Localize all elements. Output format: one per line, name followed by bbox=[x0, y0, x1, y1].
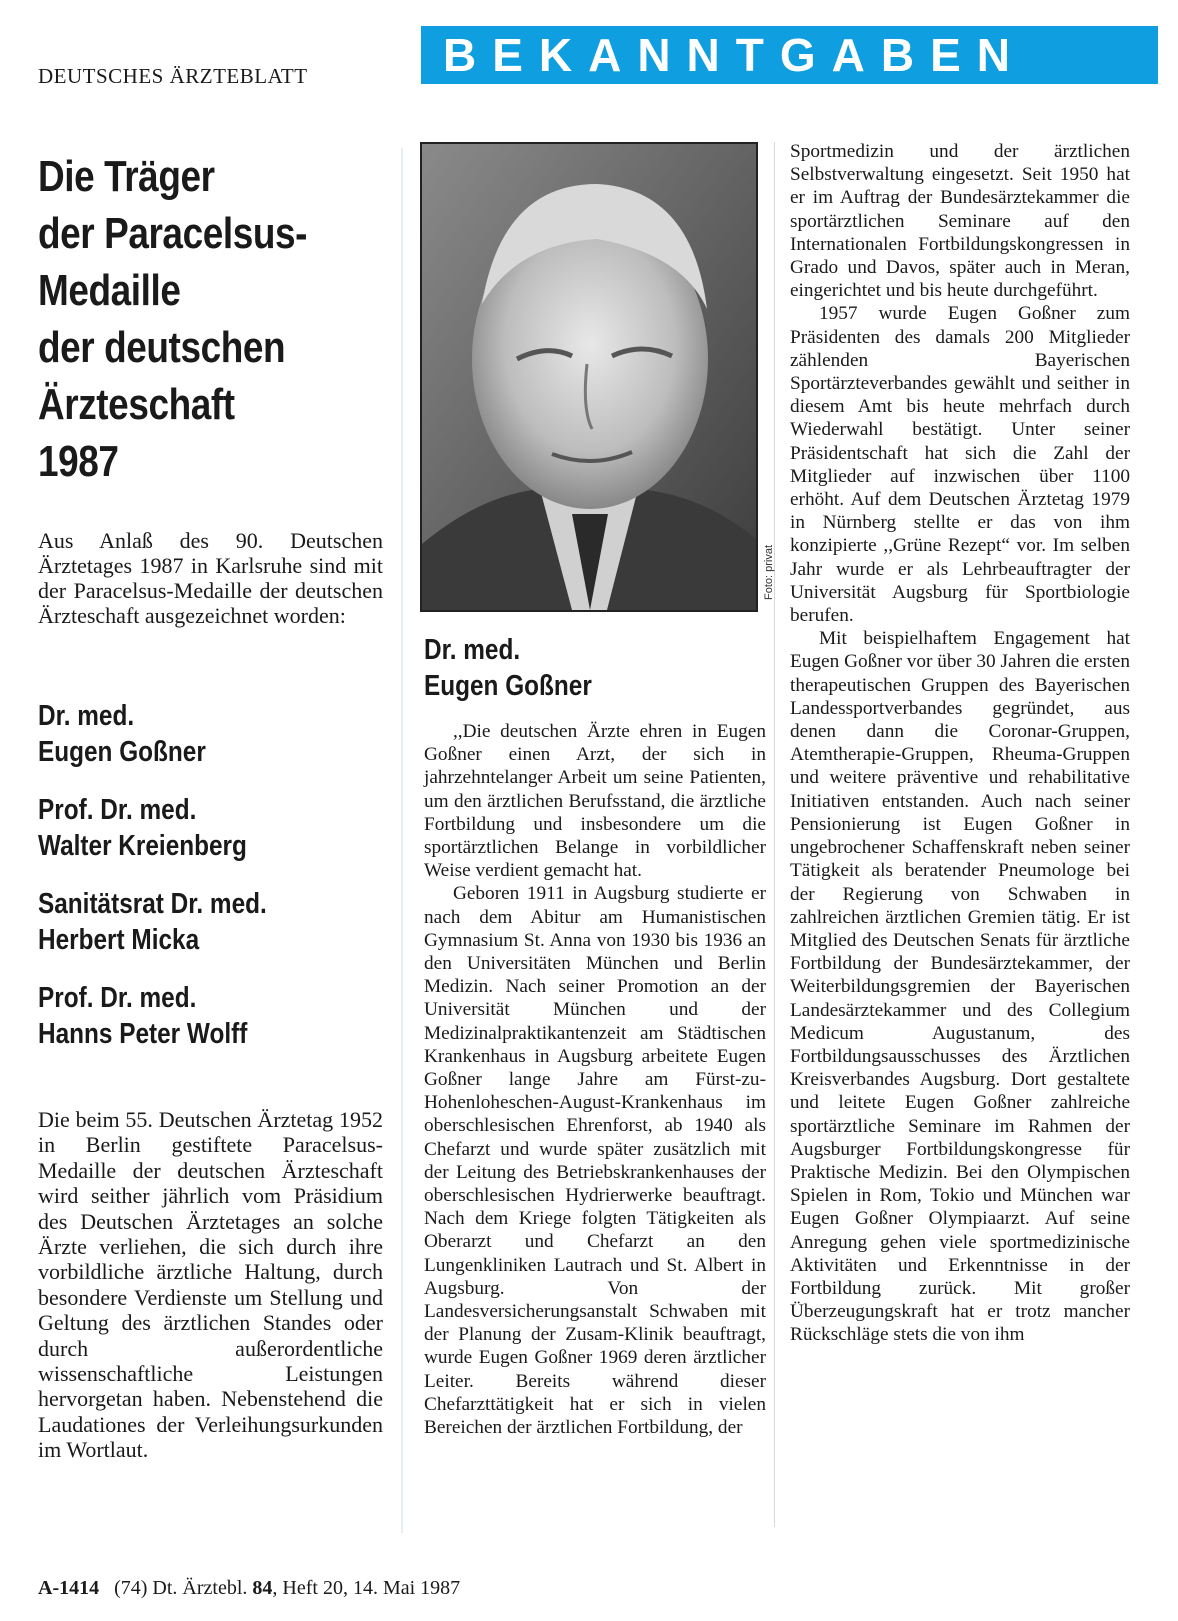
intro-paragraph: Aus Anlaß des 90. Deutschen Ärztetages 1987 in Karlsruhe sind mit der Paracelsus-Medaille der deutschen Ärzteschaft ausgezeichnet worden: bbox=[38, 528, 383, 628]
awardee-name bbox=[38, 792, 340, 864]
caption-name: Eugen Goßner bbox=[424, 670, 592, 702]
awardee-name bbox=[38, 980, 340, 1052]
awardee-fullname: Walter Kreienberg bbox=[38, 830, 247, 862]
awardee-name bbox=[38, 886, 340, 958]
portrait-illustration bbox=[422, 144, 756, 610]
column-divider bbox=[401, 148, 403, 1533]
photo-credit: Foto: privat bbox=[763, 544, 775, 600]
column-divider bbox=[774, 142, 775, 1527]
awardee-title: Sanitätsrat Dr. med. bbox=[38, 888, 267, 920]
awardee-fullname: Hanns Peter Wolff bbox=[38, 1018, 248, 1050]
caption-title: Dr. med. bbox=[424, 634, 521, 666]
page-number: A-1414 bbox=[38, 1577, 100, 1599]
laudatio-paragraph: Mit beispielhaftem Engagement hat Eugen Goßner vor über 30 Jahren die ersten therapeutischen Gruppen des Bayerischen Landessportverbandes gegründet, aus denen dann die Coronar-Gruppen, Atemtherapie-Gruppen, Rheuma-Gruppen und weitere präventive und rehabilitative Initiativen entstanden. Auch nach seiner Pensionierung ist Eugen Goßner in ungebrochener Schaffenskraft neben seiner Tätigkeit als beratender Pneumologe bei der Regierung von Schwaben in zahlreichen ärztlichen Gremien tätig. Er ist Mitglied des Deutschen Senats für ärztliche Fortbildung der Bundesärztekammer, der Weiterbildungsgremien der Bayerischen Landesärztekammer und des Collegium Medicum Augustanum, des Fortbildungsausschusses des Ärztlichen Kreisverbandes Augsburg. Dort gestaltete und leitete Eugen Goßner zahlreiche sportärztliche Seminare im Rahmen der Augsburger Fortbildungskongresse für Praktische Medizin. Bei den Olympischen Spielen in Rom, Tokio und München war Eugen Goßner Olympiaarzt. Auf seine Anregung gehen viele sportmedizinische Aktivitäten und Erkenntnisse in der Fortbildung zurück. Mit großer Überzeugungskraft hat er trotz mancher Rückschläge stets die von ihm bbox=[790, 628, 1130, 1346]
volume-number: 84 bbox=[252, 1577, 273, 1599]
laudatio-paragraph: Geboren 1911 in Augsburg studierte er nach dem Abitur am Humanistischen Gymnasium St. Anna von 1930 bis 1936 an den Universitäten München und Berlin Medizin. Nach seiner Promotion an der Universität München und der Medizinalpraktikantenzeit am Städtischen Krankenhaus in Augsburg arbeitete Eugen Goßner lange Jahre am Fürst-zu-Hohenloheschen-August-Krankenhaus im oberschlesischen Ehrenforst, ab 1940 als Chefarzt und wurde später zusätzlich mit der Leitung des Betriebskrankenhauses der oberschlesischen Hydrierwerke beauftragt. Nach dem Kriege folgten Tätigkeiten als Oberarzt und Chefarzt an den Lungenkliniken Lautrach und St. Albert in Augsburg. Von der Landesversicherungsanstalt Schwaben mit der Planung der Zusam-Klinik beauftragt, wurde Eugen Goßner 1969 deren ärztlicher Leiter. Bereits während dieser Chefarzttätigkeit hat er sich in vielen Bereichen der ärztlichen Fortbildung, der bbox=[424, 883, 766, 1439]
awardee-fullname: Herbert Micka bbox=[38, 924, 200, 956]
article-title bbox=[38, 148, 332, 490]
awardee-title: Prof. Dr. med. bbox=[38, 794, 197, 826]
awardee-list bbox=[38, 698, 398, 1074]
awardee-title: Dr. med. bbox=[38, 700, 135, 732]
title-line: 1987 bbox=[38, 437, 119, 486]
citation-suffix: , Heft 20, 14. Mai 1987 bbox=[272, 1577, 461, 1599]
awardee-fullname: Eugen Goßner bbox=[38, 736, 206, 768]
laudatio-paragraph: 1957 wurde Eugen Goßner zum Präsidenten des damals 200 Mitglieder zählenden Bayerischen Sportärzteverbandes gewählt und seither in diesem Amt bis heute mehrfach durch Wiederwahl bestätigt. Unter seiner Präsidentschaft hat sich die Zahl der Mitglieder auf inzwischen über 1100 erhöht. Auf dem Deutschen Ärztetag 1979 in Nürnberg stellte er das von ihm konzipierte ,,Grüne Rezept“ vor. Im selben Jahr wurde er als Lehrbeauftragter der Universität Augsburg für Sportbiologie berufen. bbox=[790, 303, 1130, 627]
laudatio-paragraph: Sportmedizin und der ärztlichen Selbstverwaltung eingesetzt. Seit 1950 hat er im Auftrag der Bundesärztekammer die sportärztlichen Seminare auf den Internationalen Fortbildungskongressen in Grado und Davos, später auch in Meran, eingerichtet und bis heute durchgeführt. bbox=[790, 141, 1130, 302]
page-footer bbox=[38, 1577, 460, 1600]
title-line: Ärzteschaft bbox=[38, 380, 235, 429]
laudatio-column-3 bbox=[790, 140, 1130, 1347]
medal-description: Die beim 55. Deutschen Ärztetag 1952 in Berlin gestiftete Paracelsus-Medaille der deutschen Ärzteschaft wird seither jährlich vom Präsidium des Deutschen Ärztetages an solche Ärzte verliehen, die sich durch ihre vorbildliche ärztliche Haltung, durch besondere Verdienste um Stellung und Geltung des ärztlichen Standes oder durch außerordentliche wissenschaftliche Leistungen hervorgetan haben. Nebenstehend die Laudationes der Verleihungsurkunden im Wortlaut. bbox=[38, 1107, 383, 1463]
title-line: der deutschen bbox=[38, 323, 286, 372]
title-line: Die Träger bbox=[38, 152, 215, 201]
title-line: Medaille bbox=[38, 266, 181, 315]
publication-name: DEUTSCHES ÄRZTEBLATT bbox=[38, 64, 308, 88]
citation-prefix: (74) Dt. Ärztebl. bbox=[114, 1577, 248, 1599]
awardee-name bbox=[38, 698, 340, 770]
laudatio-column-2 bbox=[424, 720, 766, 1439]
laudatio-paragraph: ,,Die deutschen Ärzte ehren in Eugen Goßner einen Arzt, der sich in jahrzehntelanger Arbeit um seine Patienten, um den ärztlichen Berufsstand, die ärztliche Fortbildung und insbesondere um die sportärztlichen Belange in vorbildlicher Weise verdient gemacht hat. bbox=[424, 721, 766, 882]
photo-caption bbox=[424, 632, 592, 704]
title-line: der Paracelsus- bbox=[38, 209, 308, 258]
portrait-photo bbox=[420, 142, 758, 612]
awardee-title: Prof. Dr. med. bbox=[38, 982, 197, 1014]
section-banner: BEKANNTGABEN bbox=[421, 26, 1158, 84]
